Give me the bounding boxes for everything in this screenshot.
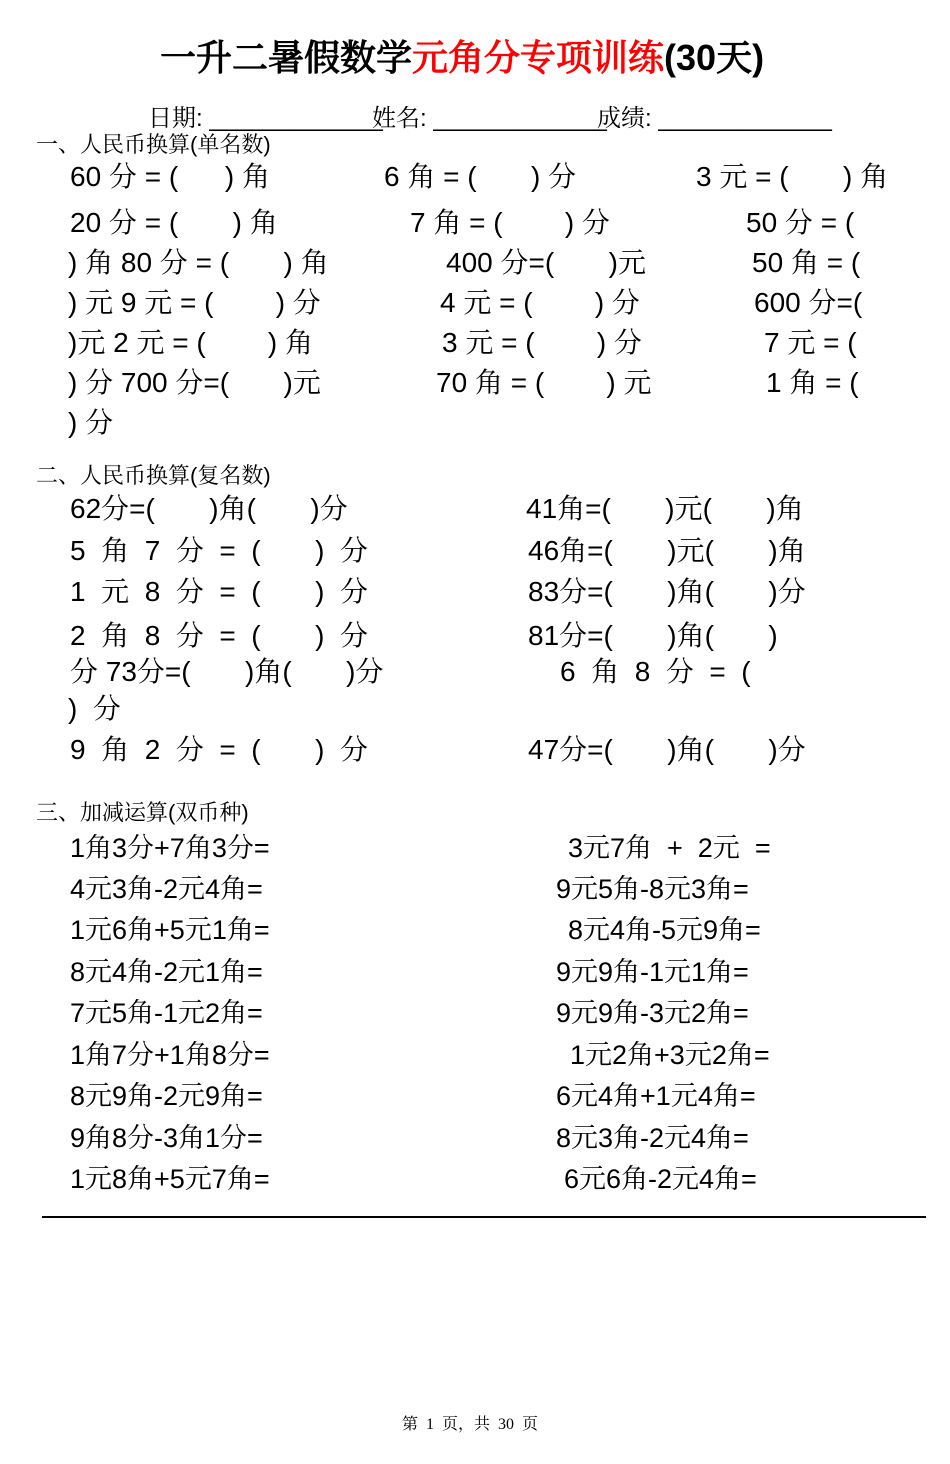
s1-line-5-b: 70 角 = ( ) 元 — [436, 367, 652, 398]
s1-line-4-c: 7 元 = ( — [764, 327, 857, 358]
section1-heading: 一、人民币换算(单名数) — [36, 132, 271, 157]
s1-line-2-c: 50 角 = ( — [752, 247, 861, 278]
s1-line-0-c: 3 元 = ( ) 角 — [696, 161, 889, 192]
s1-line-0-a: 60 分 = ( ) 角 — [70, 161, 270, 192]
s1-line-6-a: ) 分 — [68, 407, 114, 438]
s3-line-7-a: 9角8分-3角1分= — [70, 1123, 263, 1153]
s3-line-6-b: 6元4角+1元4角= — [556, 1081, 756, 1111]
s1-line-1-b: 7 角 = ( ) 分 — [410, 207, 610, 238]
section2-heading: 二、人民币换算(复名数) — [36, 463, 271, 488]
s2-line-1-b: 46角=( )元( )角 — [528, 535, 806, 566]
page-footer: 第 1 页，共 30 页 — [402, 1416, 539, 1433]
s2-line-0-a: 62分=( )角( )分 — [70, 493, 348, 524]
title-black: 一升二暑假数学 — [160, 37, 413, 78]
s2-line-6-a: 9 角 2 分 = ( ) 分 — [70, 734, 368, 765]
title-tail: (30天) — [664, 37, 765, 78]
s3-line-1-a: 4元3角-2元4角= — [70, 874, 263, 904]
date-field: 日期: _____________ — [148, 105, 383, 132]
s1-line-0-b: 6 角 = ( ) 分 — [384, 161, 577, 192]
s2-line-2-b: 83分=( )角( )分 — [528, 576, 806, 607]
s1-line-4-b: 3 元 = ( ) 分 — [442, 327, 642, 358]
s1-line-3-c: 600 分=( — [754, 287, 863, 318]
s3-line-1-b: 9元5角-8元3角= — [556, 874, 749, 904]
s1-line-2-b: 400 分=( )元 — [446, 247, 646, 278]
s1-line-5-c: 1 角 = ( — [766, 367, 859, 398]
s2-line-1-a: 5 角 7 分 = ( ) 分 — [70, 535, 368, 566]
s2-line-4-b: 6 角 8 分 = ( — [560, 656, 751, 687]
title-red: 元角分专项训练 — [412, 37, 665, 78]
s3-line-5-b: 1元2角+3元2角= — [570, 1040, 770, 1070]
score-field: 成绩: _____________ — [597, 105, 832, 132]
page-title — [160, 30, 764, 81]
s3-line-0-a: 1角3分+7角3分= — [70, 833, 270, 863]
s2-line-3-b: 81分=( )角( ) — [528, 620, 778, 651]
s2-line-3-a: 2 角 8 分 = ( ) 分 — [70, 620, 368, 651]
s1-line-5-a: ) 分 700 分=( )元 — [68, 367, 321, 398]
s3-line-2-b: 8元4角-5元9角= — [568, 915, 761, 945]
section3-heading: 三、加减运算(双币种) — [36, 800, 249, 825]
s1-line-1-c: 50 分 = ( — [746, 207, 855, 238]
s3-line-3-b: 9元9角-1元1角= — [556, 957, 749, 987]
name-field: 姓名: _____________ — [372, 105, 607, 132]
s1-line-3-b: 4 元 = ( ) 分 — [440, 287, 640, 318]
s3-line-8-a: 1元8角+5元7角= — [70, 1164, 270, 1194]
s2-line-0-b: 41角=( )元( )角 — [526, 493, 804, 524]
s3-line-4-b: 9元9角-3元2角= — [556, 998, 749, 1028]
s2-line-2-a: 1 元 8 分 = ( ) 分 — [70, 576, 368, 607]
s3-line-7-b: 8元3角-2元4角= — [556, 1123, 749, 1153]
s3-line-3-a: 8元4角-2元1角= — [70, 957, 263, 987]
s1-line-4-a: )元 2 元 = ( ) 角 — [68, 327, 314, 358]
s1-line-1-a: 20 分 = ( ) 角 — [70, 207, 278, 238]
s2-line-6-b: 47分=( )角( )分 — [528, 734, 806, 765]
s3-line-5-a: 1角7分+1角8分= — [70, 1040, 270, 1070]
s3-line-0-b: 3元7角 + 2元 = — [568, 833, 771, 863]
s3-line-2-a: 1元6角+5元1角= — [70, 915, 270, 945]
s3-line-4-a: 7元5角-1元2角= — [70, 998, 263, 1028]
bottom-divider — [42, 1216, 926, 1218]
s1-line-3-a: ) 元 9 元 = ( ) 分 — [68, 287, 321, 318]
s2-line-4-a: 分 73分=( )角( )分 — [70, 656, 384, 687]
s3-line-6-a: 8元9角-2元9角= — [70, 1081, 263, 1111]
s2-line-5-a: ) 分 — [68, 693, 121, 724]
s1-line-2-a: ) 角 80 分 = ( ) 角 — [68, 247, 329, 278]
s3-line-8-b: 6元6角-2元4角= — [564, 1164, 757, 1194]
